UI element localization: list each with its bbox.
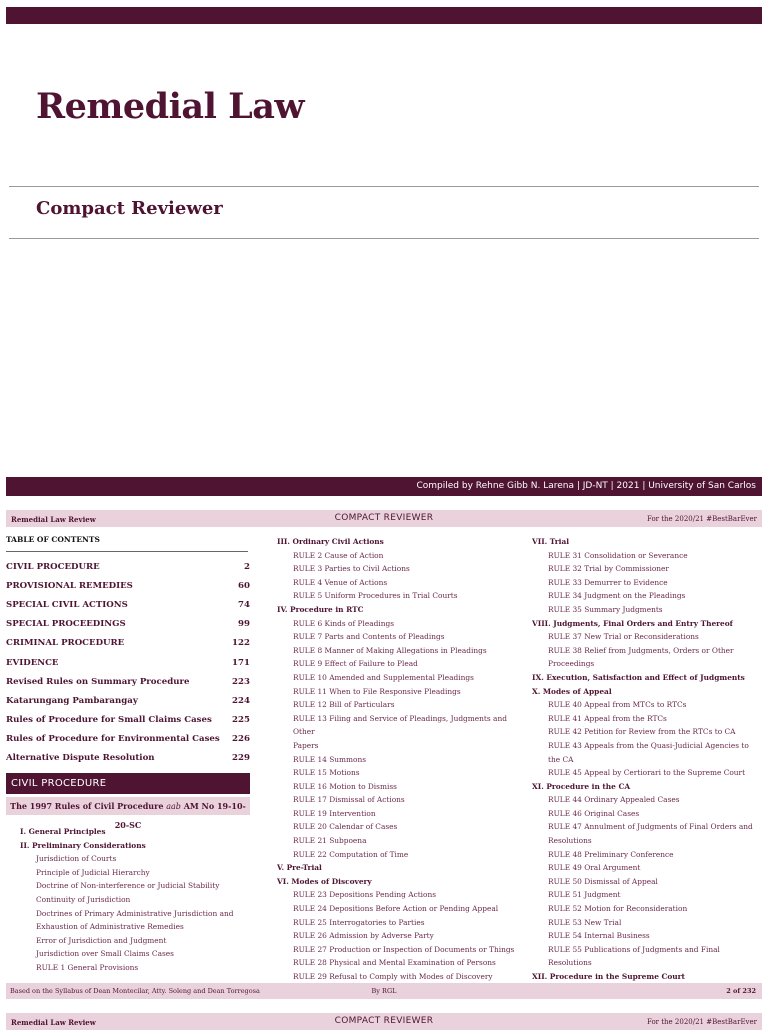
outline-item[interactable]: RULE 26 Admission by Adverse Party [293,931,434,941]
outline-column-2 [277,535,517,984]
page-header [6,510,762,527]
outline-item[interactable]: Exhaustion of Administrative Remedies [36,922,184,932]
outline-item[interactable]: RULE 31 Consolidation or Severance [548,550,688,560]
outline-heading[interactable]: II. Preliminary Considerations [20,840,146,850]
header-left: Remedial Law Review [11,515,96,524]
outline-item[interactable]: RULE 7 Parts and Contents of Pleadings [293,632,445,642]
outline-item[interactable]: RULE 9 Effect of Failure to Plead [293,659,418,669]
outline-item[interactable]: RULE 29 Refusal to Comply with Modes of Discovery [293,972,493,981]
toc-entry-label: SPECIAL CIVIL ACTIONS [6,599,128,610]
outline-heading[interactable]: XII. Procedure in the Supreme Court [532,972,685,981]
outline-item[interactable]: RULE 5 Uniform Procedures in Trial Courts [293,591,458,601]
footer-left: Based on the Syllabus of Dean Montecilar, Atty. Soleng and Dean Torregosa [10,987,260,995]
rules-aab: aab [166,802,181,811]
compiled-by-bar: Compiled by Rehne Gibb N. Larena | JD-NT | 2021 | University of San Carlos [6,477,762,496]
toc-heading: TABLE OF CONTENTS [6,535,100,544]
toc-entry-page: 2 [244,561,250,572]
toc-entry[interactable] [6,653,250,672]
outline-item[interactable]: RULE 20 Calendar of Cases [293,822,398,832]
outline-item[interactable]: Papers [293,740,319,750]
outline-item[interactable]: RULE 6 Kinds of Pleadings [293,618,395,628]
outline-heading[interactable]: I. General Principles [20,827,106,836]
toc-entry-page: 74 [238,599,250,610]
outline-item[interactable]: RULE 4 Venue of Actions [293,577,388,587]
toc-entry[interactable] [6,749,250,768]
outline-item[interactable]: RULE 41 Appeal from the RTCs [548,713,667,723]
outline-item[interactable]: RULE 48 Preliminary Conference [548,849,674,859]
outline-item[interactable]: RULE 37 New Trial or Reconsiderations [548,632,699,642]
outline-item[interactable]: RULE 12 Bill of Particulars [293,700,395,710]
header-center: COMPACT REVIEWER [334,1016,434,1026]
outline-item[interactable]: RULE 50 Dismissal of Appeal [548,876,658,886]
outline-item[interactable]: RULE 22 Computation of Time [293,849,409,859]
toc-entry[interactable] [6,557,250,576]
outline-heading[interactable]: X. Modes of Appeal [532,686,612,696]
outline-heading[interactable]: III. Ordinary Civil Actions [277,537,384,546]
divider [6,551,248,552]
outline-heading[interactable]: IV. Procedure in RTC [277,604,364,614]
toc-entry-page: 60 [238,580,250,591]
outline-item[interactable]: RULE 3 Parties to Civil Actions [293,564,410,574]
outline-column-1 [8,825,246,975]
outline-item[interactable]: RULE 14 Summons [293,754,367,764]
outline-item[interactable]: Jurisdiction of Courts [36,854,117,864]
toc-entry-page: 226 [232,734,250,745]
toc-entry-label: CRIMINAL PROCEDURE [6,638,125,649]
next-page-header [6,1013,762,1030]
footer-center: By RGL [371,987,397,995]
outline-item[interactable]: RULE 11 When to File Responsive Pleadings [293,686,461,696]
toc-entry-page: 171 [232,657,250,668]
outline-item[interactable]: RULE 33 Demurrer to Evidence [548,577,668,587]
outline-item[interactable]: RULE 51 Judgment [548,890,621,900]
outline-item[interactable]: RULE 2 Cause of Action [293,550,384,560]
outline-item[interactable]: Resolutions [548,836,592,846]
toc-entry-page: 225 [232,715,250,726]
outline-item[interactable]: RULE 34 Judgment on the Pleadings [548,591,686,601]
outline-item[interactable]: RULE 38 Relief from Judgments, Orders or Other Proceedings [548,645,734,669]
outline-item[interactable]: RULE 16 Motion to Dismiss [293,781,397,791]
page-footer [6,983,762,999]
toc-entry-label: PROVISIONAL REMEDIES [6,580,133,591]
outline-heading[interactable]: VII. Trial [532,537,570,546]
outline-item[interactable]: RULE 46 Original Cases [548,808,640,818]
outline-item[interactable]: RULE 49 Oral Argument [548,863,641,873]
outline-heading[interactable]: XI. Procedure in the CA [532,781,631,791]
header-right: For the 2020/21 #BestBarEver [646,515,757,523]
outline-heading[interactable]: VI. Modes of Discovery [277,876,372,886]
outline-item[interactable]: RULE 15 Motions [293,768,360,778]
toc-entry[interactable] [6,634,250,653]
toc-entry-page: 122 [232,638,250,649]
rules-title: The 1997 Rules of Civil Procedure [10,801,164,811]
toc-entry[interactable] [6,576,250,595]
outline-item[interactable]: RULE 40 Appeal from MTCs to RTCs [548,700,687,710]
toc-entry-page: 224 [232,695,250,706]
toc-entry[interactable] [6,730,250,749]
outline-item[interactable]: RULE 44 Ordinary Appealed Cases [548,795,680,805]
outline-item[interactable]: Doctrine of Non-interference or Judicial Stability [36,881,220,891]
outline-item[interactable]: RULE 24 Depositions Before Action or Pending Appeal [293,904,499,914]
toc-entry[interactable] [6,595,250,614]
toc-entry[interactable] [6,691,250,710]
rules-am: AM No 19-10-20-SC [114,801,246,830]
toc-entry-page: 229 [232,753,250,764]
outline-item[interactable]: RULE 27 Production or Inspection of Documents or Things [293,944,515,954]
outline-item[interactable]: RULE 45 Appeal by Certiorari to the Supreme Court [548,768,746,778]
outline-item[interactable]: RULE 54 Internal Business [548,931,650,941]
toc-entry-label: Rules of Procedure for Environmental Cases [6,734,220,745]
outline-item[interactable]: RULE 32 Trial by Commissioner [548,564,669,574]
toc-entry-label: CIVIL PROCEDURE [6,561,100,572]
outline-item[interactable]: RULE 19 Intervention [293,808,376,818]
toc-entry-label: Katarungang Pambarangay [6,695,138,706]
outline-item[interactable]: Principle of Judicial Hierarchy [36,867,150,877]
toc-entry[interactable] [6,672,250,691]
page-number: 2 of 232 [726,987,756,995]
rules-banner [6,797,250,830]
header-right: For the 2020/21 #BestBarEver [646,1018,757,1026]
outline-item[interactable]: Continuity of Jurisdiction [36,894,131,904]
outline-item[interactable]: RULE 17 Dismissal of Actions [293,795,405,805]
table-of-contents [6,557,250,768]
outline-item[interactable]: RULE 42 Petition for Review from the RTCs to CA [548,727,736,737]
header-center: COMPACT REVIEWER [334,513,434,523]
outline-item[interactable]: RULE 35 Summary Judgments [548,604,663,614]
document-title: Remedial Law [36,86,305,127]
section-banner: CIVIL PROCEDURE [6,773,250,794]
toc-entry-label: Alternative Dispute Resolution [6,753,155,764]
divider [9,186,759,187]
outline-item[interactable]: RULE 55 Publications of Judgments and Final Resolutions [548,944,720,968]
outline-item[interactable]: RULE 52 Motion for Reconsideration [548,904,688,914]
outline-item[interactable]: RULE 28 Physical and Mental Examination of Persons [293,958,496,968]
toc-entry-label: SPECIAL PROCEEDINGS [6,619,126,630]
outline-item[interactable]: RULE 47 Annulment of Judgments of Final Orders and [548,822,753,832]
top-accent-bar [6,7,762,24]
toc-entry[interactable] [6,711,250,730]
toc-entry[interactable] [6,615,250,634]
outline-item[interactable]: Jurisdiction over Small Claims Cases [36,949,174,959]
header-left: Remedial Law Review [11,1018,96,1027]
outline-item[interactable]: RULE 43 Appeals from the Quasi-Judicial Agencies to the CA [548,740,749,764]
outline-column-3 [532,535,762,984]
outline-item[interactable]: Error of Jurisdiction and Judgment [36,935,167,945]
toc-entry-label: Rules of Procedure for Small Claims Cases [6,715,212,726]
outline-heading[interactable]: IX. Execution, Satisfaction and Effect of Judgments [532,672,745,682]
outline-heading[interactable]: V. Pre-Trial [277,863,322,873]
toc-entry-page: 99 [238,619,250,630]
outline-item[interactable]: RULE 23 Depositions Pending Actions [293,890,437,900]
outline-item[interactable]: RULE 1 General Provisions [36,962,139,972]
outline-item[interactable]: RULE 10 Amended and Supplemental Pleadings [293,672,474,682]
outline-item[interactable]: Doctrines of Primary Administrative Jurisdiction and [36,908,234,918]
outline-item[interactable]: RULE 21 Subpoena [293,836,367,846]
document-subtitle: Compact Reviewer [36,198,223,219]
toc-entry-page: 223 [232,676,250,687]
outline-item[interactable]: RULE 53 New Trial [548,917,622,927]
outline-item[interactable]: RULE 13 Filing and Service of Pleadings, Judgments and Other [293,713,507,737]
outline-heading[interactable]: VIII. Judgments, Final Orders and Entry Thereof [532,618,733,628]
toc-entry-label: EVIDENCE [6,657,59,668]
outline-item[interactable]: RULE 8 Manner of Making Allegations in Pleadings [293,645,487,655]
divider [9,238,759,239]
outline-item[interactable]: RULE 25 Interrogatories to Parties [293,917,425,927]
toc-entry-label: Revised Rules on Summary Procedure [6,676,190,687]
